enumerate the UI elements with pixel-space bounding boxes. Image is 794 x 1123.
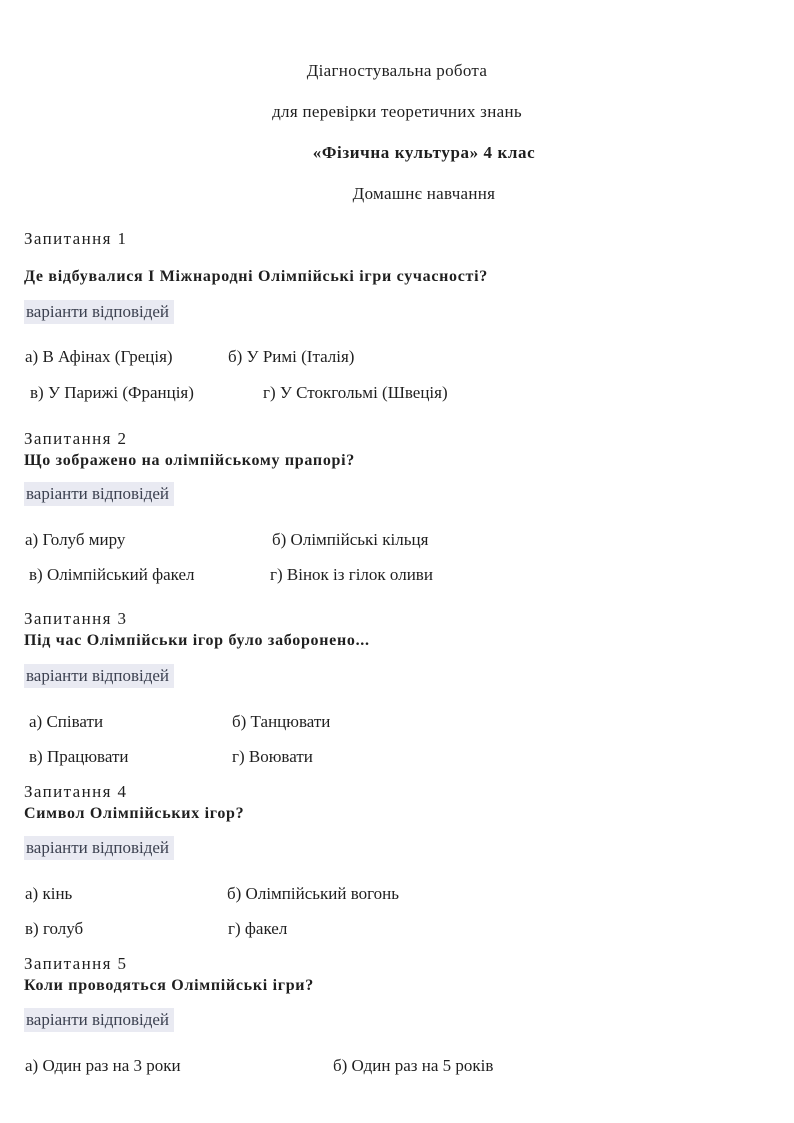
question-3-variants-label: варіанти відповідей bbox=[24, 664, 174, 688]
option-cell: г) факел bbox=[228, 919, 288, 938]
option-cell: б) Олімпійські кільця bbox=[272, 530, 429, 549]
option-cell: а) Голуб миру bbox=[25, 530, 126, 549]
doc-title: Діагностувальна робота bbox=[306, 61, 488, 80]
question-3-text: Під час Олімпійськи ігор було заборонено... bbox=[24, 632, 370, 649]
question-4-options-row-2 bbox=[0, 918, 794, 939]
question-1-text: Де відбувалися І Міжнародні Олімпійські ігри сучасності? bbox=[24, 268, 488, 285]
question-3-number: Запитання 3 bbox=[24, 609, 128, 628]
question-5-variants-label: варіанти відповідей bbox=[24, 1008, 174, 1032]
question-2-variants-label: варіанти відповідей bbox=[24, 482, 174, 506]
option-cell: в) У Парижі (Франція) bbox=[30, 383, 194, 402]
question-4-number: Запитання 4 bbox=[24, 782, 128, 801]
option-cell: в) Олімпійський факел bbox=[29, 565, 195, 584]
question-4-options-row-1 bbox=[0, 883, 794, 904]
question-3-options-row-2 bbox=[0, 746, 794, 767]
option-cell: а) В Афінах (Греція) bbox=[25, 347, 173, 366]
doc-course-title: «Фізична культура» 4 клас bbox=[312, 143, 536, 162]
option-cell: б) У Римі (Італія) bbox=[228, 347, 355, 366]
question-1-number: Запитання 1 bbox=[24, 229, 128, 248]
option-cell: в) Працювати bbox=[29, 747, 129, 766]
doc-study-mode: Домашнє навчання bbox=[352, 184, 496, 203]
option-cell: б) Один раз на 5 років bbox=[333, 1056, 494, 1075]
option-cell: г) Воювати bbox=[232, 747, 313, 766]
question-2-number: Запитання 2 bbox=[24, 429, 128, 448]
question-1-options-row-1 bbox=[0, 346, 794, 367]
question-3-variants-line bbox=[24, 665, 174, 686]
question-2-text: Що зображено на олімпійському прапорі? bbox=[24, 452, 355, 469]
question-2-variants-line bbox=[24, 483, 174, 504]
doc-subtitle: для перевірки теоретичних знань bbox=[272, 102, 522, 121]
option-cell: б) Олімпійський вогонь bbox=[227, 884, 400, 903]
option-cell: а) Один раз на 3 роки bbox=[25, 1056, 181, 1075]
option-cell: г) Вінок із гілок оливи bbox=[270, 565, 433, 584]
option-cell: в) голуб bbox=[25, 919, 84, 938]
question-1-options-row-2 bbox=[0, 382, 794, 403]
option-cell: г) У Стокгольмі (Швеція) bbox=[263, 383, 448, 402]
question-5-options-row-1 bbox=[0, 1055, 794, 1076]
question-5-text: Коли проводяться Олімпійські ігри? bbox=[24, 977, 314, 994]
question-4-text: Символ Олімпійських ігор? bbox=[24, 805, 245, 822]
question-1-variants-label: варіанти відповідей bbox=[24, 300, 174, 324]
option-cell: б) Танцювати bbox=[232, 712, 331, 731]
question-5-variants-line bbox=[24, 1009, 174, 1030]
question-4-variants-line bbox=[24, 837, 174, 858]
question-1-variants-line bbox=[24, 301, 174, 322]
question-2-options-row-1 bbox=[0, 529, 794, 550]
option-cell: а) Співати bbox=[29, 712, 104, 731]
question-5-number: Запитання 5 bbox=[24, 954, 128, 973]
question-4-variants-label: варіанти відповідей bbox=[24, 836, 174, 860]
question-2-options-row-2 bbox=[0, 564, 794, 585]
question-3-options-row-1 bbox=[0, 711, 794, 732]
option-cell: а) кінь bbox=[25, 884, 73, 903]
